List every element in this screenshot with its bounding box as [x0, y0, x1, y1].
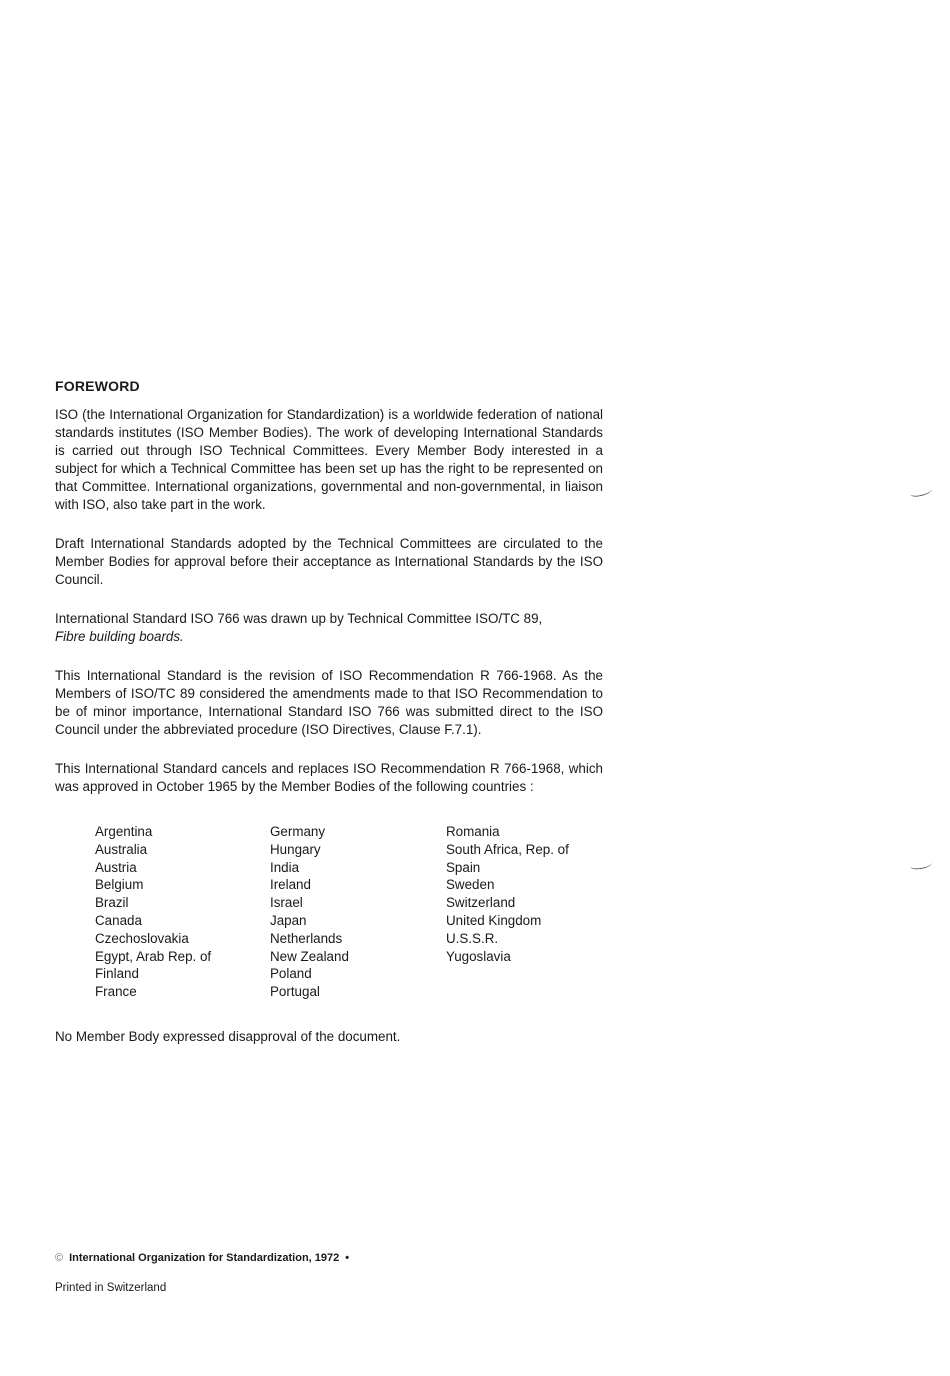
country-item: Finland [95, 966, 139, 982]
country-item: New Zealand [270, 948, 349, 964]
country-item: South Africa, Rep. of [446, 841, 569, 857]
scan-artifact-mark [910, 859, 933, 870]
country-item: Switzerland [446, 895, 516, 911]
country-item: Argentina [95, 824, 153, 839]
foreword-paragraph-2: Draft International Standards adopted by the Technical Committees are circulated to the Member Bodies for approval before their acceptance as International Standards by the ISO Council. [55, 536, 603, 587]
committee-text: International Standard ISO 766 was drawn up by Technical Committee ISO/TC 89, [55, 611, 543, 626]
countries-column-1 [95, 823, 211, 1001]
foreword-heading: FOREWORD [55, 378, 140, 394]
closing-statement: No Member Body expressed disapproval of the document. [55, 1029, 401, 1044]
foreword-paragraph-3 [55, 610, 603, 646]
country-item: India [270, 859, 300, 875]
country-item: Israel [270, 895, 303, 911]
country-item: Romania [446, 824, 500, 839]
foreword-paragraph-1: ISO (the International Organization for Standardization) is a worldwide federation of national standards institutes (ISO Member Bodies). The work of developing International Standards is carried out through ISO Technical Committees. Every Member Body interested in a subject for which a Technical Committee has been set up has the right to be represented on that Committee. International organizations, governmental and non-governmental, in liaison with ISO, also take part in the work. [55, 407, 603, 512]
country-item: Czechoslovakia [95, 930, 189, 946]
country-item: Poland [270, 966, 312, 982]
country-item: Belgium [95, 877, 144, 893]
country-item: France [95, 984, 137, 1000]
country-item: United Kingdom [446, 912, 542, 928]
country-item: Portugal [270, 984, 320, 1000]
country-item: Japan [270, 912, 307, 928]
country-item: Sweden [446, 877, 495, 893]
printed-in-note: Printed in Switzerland [55, 1282, 167, 1294]
country-item: Hungary [270, 841, 321, 857]
bullet-icon: • [345, 1252, 350, 1264]
country-item: Germany [270, 824, 326, 839]
copyright-text: International Organization for Standardization, 1972 [69, 1252, 340, 1264]
country-item: Canada [95, 912, 142, 928]
committee-subject: Fibre building boards. [55, 629, 184, 644]
copyright-icon: © [55, 1252, 64, 1264]
copyright-line [55, 1252, 349, 1264]
country-item: Yugoslavia [446, 948, 511, 964]
approving-countries-list [55, 823, 603, 1008]
country-item: Egypt, Arab Rep. of [95, 948, 212, 964]
foreword-paragraph-4: This International Standard is the revision of ISO Recommendation R 766-1968. As the Members of ISO/TC 89 considered the amendments made to that ISO Recommendation to be of minor importance, International Standard ISO 766 was submitted direct to the ISO Council under the abbreviated procedure (ISO Directives, Clause F.7.1). [55, 668, 603, 737]
foreword-section [55, 378, 603, 1046]
country-item: Spain [446, 859, 481, 875]
country-item: Netherlands [270, 930, 343, 946]
scan-artifact-mark [909, 485, 932, 498]
country-item: Brazil [95, 895, 129, 911]
country-item: Ireland [270, 877, 311, 893]
country-item: Australia [95, 841, 148, 857]
country-item: U.S.S.R. [446, 930, 499, 946]
countries-column-3 [446, 823, 569, 965]
country-item: Austria [95, 859, 137, 875]
foreword-paragraph-5: This International Standard cancels and replaces ISO Recommendation R 766-1968, which was approved in October 1965 by the Member Bodies of the following countries : [55, 761, 603, 794]
countries-column-2 [270, 823, 349, 1001]
